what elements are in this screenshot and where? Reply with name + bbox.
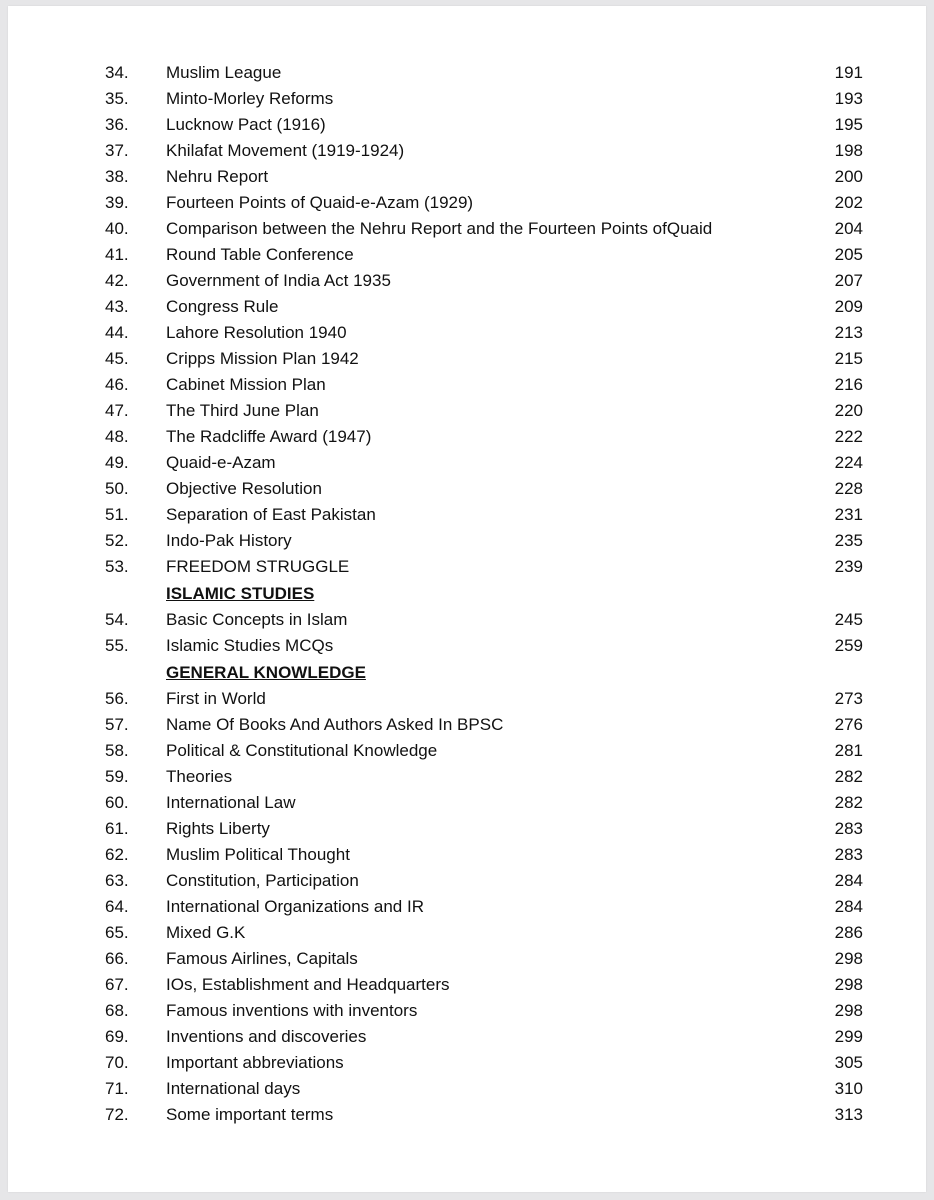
entry-number: 39.: [105, 193, 129, 212]
entry-page-number: 209: [834, 297, 863, 316]
entry-page-number: 282: [834, 767, 863, 786]
entry-number: 40.: [105, 219, 129, 238]
entry-number: 67.: [105, 975, 129, 994]
toc-entry: [8, 450, 926, 476]
toc-entry: [8, 320, 926, 346]
entry-title: Lahore Resolution 1940: [166, 323, 347, 342]
entry-page-number: 298: [834, 1001, 863, 1020]
entry-page-number: 195: [834, 115, 863, 134]
entry-number: 36.: [105, 115, 129, 134]
entry-number: 65.: [105, 923, 129, 942]
toc-entry: [8, 138, 926, 164]
toc-entry: [8, 946, 926, 972]
entry-title: Famous Airlines, Capitals: [166, 949, 358, 968]
entry-number: 64.: [105, 897, 129, 916]
entry-number: 45.: [105, 349, 129, 368]
entry-page-number: 205: [834, 245, 863, 264]
entry-page-number: 313: [834, 1105, 863, 1124]
entry-number: 66.: [105, 949, 129, 968]
entry-title: International days: [166, 1079, 301, 1098]
entry-title: International Law: [166, 793, 296, 812]
entry-title: The Radcliffe Award (1947): [166, 427, 372, 446]
toc-entry: [8, 1050, 926, 1076]
entry-number: 68.: [105, 1001, 129, 1020]
section-heading-general-knowledge: [8, 659, 926, 686]
entry-page-number: 276: [834, 715, 863, 734]
section-heading-islamic-studies: [8, 580, 926, 607]
entry-title: Famous inventions with inventors: [166, 1001, 418, 1020]
entry-number: 70.: [105, 1053, 129, 1072]
entry-number: 58.: [105, 741, 129, 760]
entry-page-number: 222: [834, 427, 863, 446]
toc-entry: [8, 1024, 926, 1050]
entry-page-number: 235: [834, 531, 863, 550]
entry-number: 50.: [105, 479, 129, 498]
entry-page-number: 239: [834, 557, 863, 576]
entry-title: Muslim Political Thought: [166, 845, 350, 864]
entry-title: Government of India Act 1935: [166, 271, 391, 290]
toc-entry: [8, 764, 926, 790]
toc-block-history: [8, 60, 926, 580]
entry-page-number: 193: [834, 89, 863, 108]
entry-page-number: 200: [834, 167, 863, 186]
entry-title: First in World: [166, 689, 266, 708]
entry-number: 53.: [105, 557, 129, 576]
toc-entry: [8, 398, 926, 424]
toc-entry: [8, 1076, 926, 1102]
toc-entry: [8, 998, 926, 1024]
entry-number: 72.: [105, 1105, 129, 1124]
entry-number: 51.: [105, 505, 129, 524]
entry-title: Lucknow Pact (1916): [166, 115, 326, 134]
toc-entry: [8, 738, 926, 764]
entry-number: 34.: [105, 63, 129, 82]
entry-number: 46.: [105, 375, 129, 394]
toc-entry: [8, 816, 926, 842]
entry-page-number: 228: [834, 479, 863, 498]
entry-title: Minto-Morley Reforms: [166, 89, 334, 108]
entry-title: IOs, Establishment and Headquarters: [166, 975, 450, 994]
entry-number: 61.: [105, 819, 129, 838]
entry-page-number: 305: [834, 1053, 863, 1072]
entry-title: Name Of Books And Authors Asked In BPSC: [166, 715, 504, 734]
entry-title: Constitution, Participation: [166, 871, 359, 890]
entry-title: Islamic Studies MCQs: [166, 636, 334, 655]
entry-title: Fourteen Points of Quaid-e-Azam (1929): [166, 193, 474, 212]
table-of-contents: [8, 60, 926, 1128]
toc-entry: [8, 268, 926, 294]
entry-number: 63.: [105, 871, 129, 890]
entry-page-number: 202: [834, 193, 863, 212]
toc-entry: [8, 86, 926, 112]
entry-page-number: 283: [834, 819, 863, 838]
entry-title: Nehru Report: [166, 167, 269, 186]
entry-title: Muslim League: [166, 63, 282, 82]
toc-entry: [8, 112, 926, 138]
entry-number: 56.: [105, 689, 129, 708]
entry-page-number: 231: [834, 505, 863, 524]
entry-number: 69.: [105, 1027, 129, 1046]
toc-entry: [8, 868, 926, 894]
toc-entry: [8, 1102, 926, 1128]
entry-page-number: 224: [834, 453, 863, 472]
toc-entry: [8, 894, 926, 920]
toc-entry: [8, 686, 926, 712]
entry-page-number: 216: [834, 375, 863, 394]
entry-number: 60.: [105, 793, 129, 812]
entry-page-number: 310: [834, 1079, 863, 1098]
entry-number: 43.: [105, 297, 129, 316]
entry-title: Congress Rule: [166, 297, 279, 316]
toc-entry: [8, 372, 926, 398]
toc-entry: [8, 972, 926, 998]
entry-title: Round Table Conference: [166, 245, 354, 264]
toc-block-islamic: [8, 607, 926, 659]
entry-title: Quaid-e-Azam: [166, 453, 276, 472]
toc-entry: [8, 60, 926, 86]
entry-page-number: 220: [834, 401, 863, 420]
entry-title: Some important terms: [166, 1105, 334, 1124]
entry-page-number: 282: [834, 793, 863, 812]
entry-page-number: 298: [834, 949, 863, 968]
toc-entry: [8, 476, 926, 502]
entry-title: The Third June Plan: [166, 401, 319, 420]
entry-number: 44.: [105, 323, 129, 342]
entry-title: Separation of East Pakistan: [166, 505, 376, 524]
entry-page-number: 299: [834, 1027, 863, 1046]
document-page: [8, 6, 926, 1192]
entry-number: 42.: [105, 271, 129, 290]
entry-number: 54.: [105, 610, 129, 629]
entry-title: Comparison between the Nehru Report and the Fourteen Points ofQuaid: [166, 219, 713, 238]
entry-title: Mixed G.K: [166, 923, 246, 942]
section-title: GENERAL KNOWLEDGE: [166, 663, 366, 682]
entry-number: 57.: [105, 715, 129, 734]
entry-number: 55.: [105, 636, 129, 655]
entry-page-number: 215: [834, 349, 863, 368]
toc-entry: [8, 190, 926, 216]
toc-entry: [8, 607, 926, 633]
entry-title: Rights Liberty: [166, 819, 270, 838]
entry-page-number: 284: [834, 897, 863, 916]
toc-entry: [8, 842, 926, 868]
entry-number: 37.: [105, 141, 129, 160]
entry-number: 35.: [105, 89, 129, 108]
entry-page-number: 284: [834, 871, 863, 890]
toc-entry: [8, 920, 926, 946]
entry-page-number: 198: [834, 141, 863, 160]
toc-entry: [8, 294, 926, 320]
entry-page-number: 207: [834, 271, 863, 290]
entry-title: International Organizations and IR: [166, 897, 424, 916]
toc-entry: [8, 633, 926, 659]
entry-title: Basic Concepts in Islam: [166, 610, 348, 629]
entry-title: Political & Constitutional Knowledge: [166, 741, 438, 760]
entry-page-number: 259: [834, 636, 863, 655]
toc-block-general-knowledge: [8, 686, 926, 1128]
entry-title: FREEDOM STRUGGLE: [166, 557, 350, 576]
entry-title: Cabinet Mission Plan: [166, 375, 326, 394]
toc-entry: [8, 346, 926, 372]
entry-page-number: 286: [834, 923, 863, 942]
entry-title: Khilafat Movement (1919-1924): [166, 141, 405, 160]
entry-title: Theories: [166, 767, 233, 786]
toc-entry: [8, 502, 926, 528]
section-title: ISLAMIC STUDIES: [166, 584, 315, 603]
toc-entry: [8, 424, 926, 450]
entry-page-number: 273: [834, 689, 863, 708]
entry-title: Indo-Pak History: [166, 531, 292, 550]
entry-number: 47.: [105, 401, 129, 420]
entry-page-number: 245: [834, 610, 863, 629]
entry-page-number: 213: [834, 323, 863, 342]
entry-page-number: 204: [834, 219, 863, 238]
entry-number: 48.: [105, 427, 129, 446]
entry-title: Inventions and discoveries: [166, 1027, 367, 1046]
toc-entry: [8, 164, 926, 190]
entry-number: 71.: [105, 1079, 129, 1098]
toc-entry: [8, 712, 926, 738]
entry-title: Important abbreviations: [166, 1053, 344, 1072]
toc-entry: [8, 242, 926, 268]
entry-page-number: 283: [834, 845, 863, 864]
entry-number: 52.: [105, 531, 129, 550]
entry-number: 62.: [105, 845, 129, 864]
entry-page-number: 298: [834, 975, 863, 994]
entry-page-number: 191: [834, 63, 863, 82]
entry-number: 49.: [105, 453, 129, 472]
entry-number: 38.: [105, 167, 129, 186]
toc-entry: [8, 554, 926, 580]
entry-page-number: 281: [834, 741, 863, 760]
entry-title: Objective Resolution: [166, 479, 322, 498]
entry-number: 41.: [105, 245, 129, 264]
toc-entry: [8, 790, 926, 816]
entry-title: Cripps Mission Plan 1942: [166, 349, 359, 368]
toc-entry: [8, 216, 926, 242]
toc-entry: [8, 528, 926, 554]
entry-number: 59.: [105, 767, 129, 786]
